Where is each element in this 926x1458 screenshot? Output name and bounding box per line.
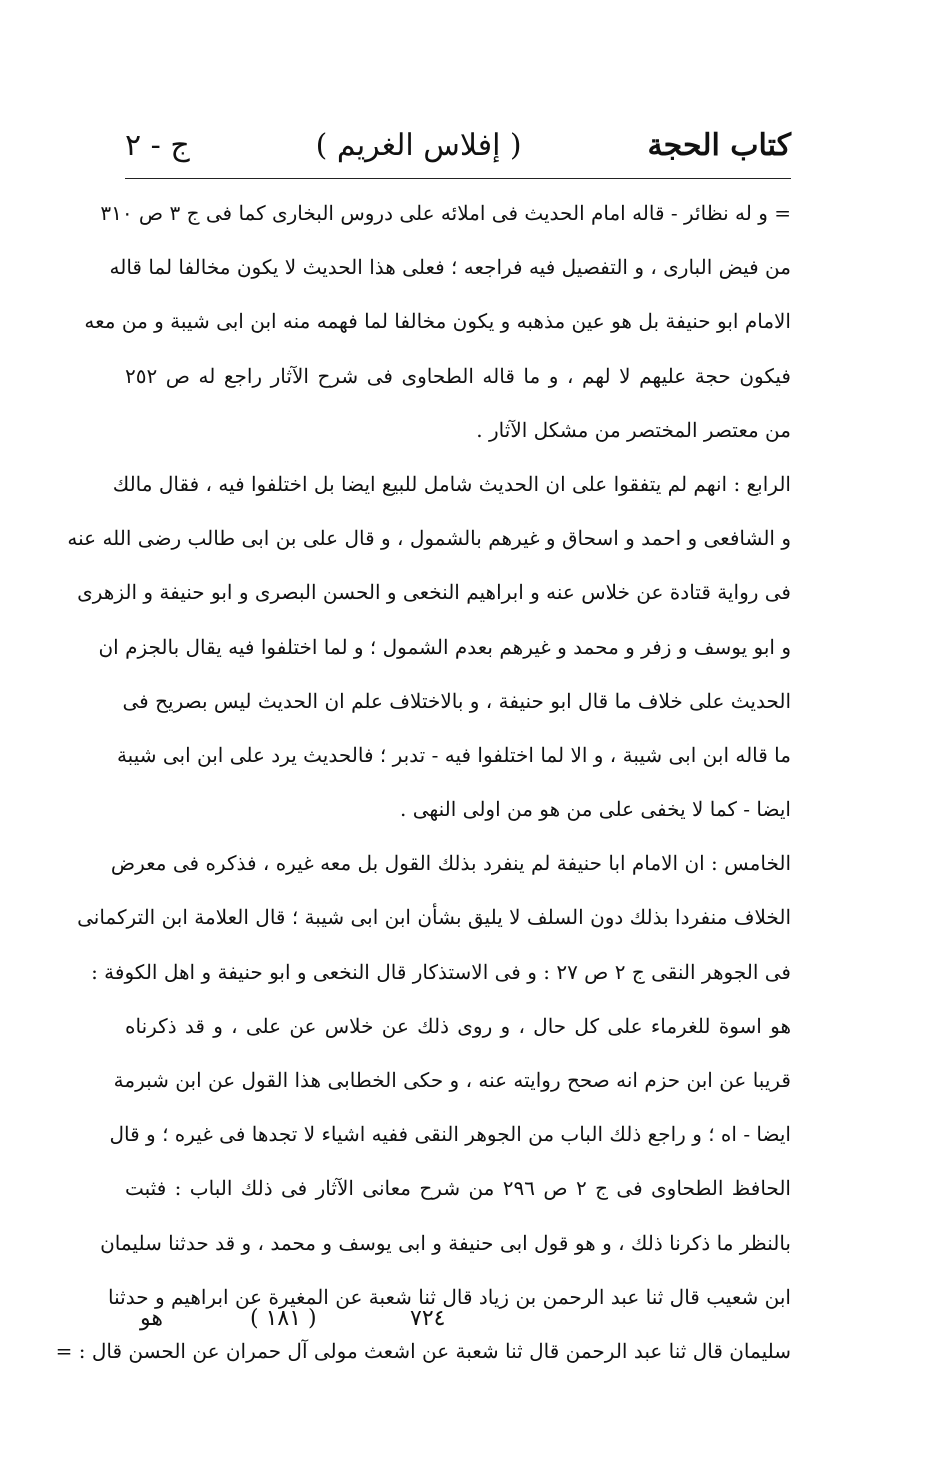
page-number: ( ١٨١ ) bbox=[250, 1306, 317, 1331]
text-line: فيكون حجة عليهم لا لهم ، و ما قاله الطحاوى فى شرح الآثار راجع له ص ٢٥٢ bbox=[125, 363, 791, 388]
sequence-number: ٧٢٤ bbox=[410, 1306, 446, 1331]
text-line: ابن شعيب قال ثنا عبد الرحمن بن زياد قال ثنا شعبة عن المغيرة عن ابراهيم و حدثنا bbox=[108, 1284, 791, 1309]
text-line: الحافظ الطحاوى فى ج ٢ ص ٢٩٦ من شرح معانى الآثار فى ذلك الباب : فثبت bbox=[125, 1176, 791, 1201]
text-line: الخلاف منفردا بذلك دون السلف لا يليق بشأن ابن ابى شيبة ؛ قال العلامة ابن التركمانى bbox=[77, 905, 791, 930]
text-line: ايضا - كما لا يخفى على من هو من اولى النهى . bbox=[400, 797, 791, 822]
catchword: هو bbox=[140, 1306, 163, 1331]
text-line: فى الجوهر النقى ج ٢ ص ٢٧ : و فى الاستذكار قال النخعى و ابو حنيفة و اهل الكوفة : bbox=[91, 959, 791, 984]
text-line: الامام ابو حنيفة بل هو عين مذهبه و يكون مخالفا لما فهمه منه ابن ابى شيبة و من معه bbox=[84, 309, 791, 334]
text-line: بالنظر ما ذكرنا ذلك ، و هو قول ابى حنيفة و ابى يوسف و محمد ، و قد حدثنا سليمان bbox=[100, 1230, 791, 1255]
text-line: سليمان قال ثنا عبد الرحمن قال ثنا شعبة عن اشعث مولى آل حمران عن الحسن قال : = bbox=[55, 1338, 791, 1363]
chapter-title: ( إفلاس الغريم ) bbox=[315, 127, 522, 163]
text-line: ما قاله ابن ابى شيبة ، و الا لما اختلفوا فيه - تدبر ؛ فالحديث يرد على ابن ابى شيبة bbox=[116, 742, 791, 767]
volume-label: ج - ٢ bbox=[125, 127, 190, 163]
text-line: من فيض البارى ، و التفصيل فيه فراجعه ؛ فعلى هذا الحديث لا يكون مخالفا لما قاله bbox=[109, 255, 791, 280]
text-line: = و له نظائر - قاله امام الحديث فى املائه على دروس البخارى كما فى ج ٣ ص ٣١٠ bbox=[100, 201, 791, 225]
text-line: الرابع : انهم لم يتفقوا على ان الحديث شامل للبيع ايضا بل اختلفوا فيه ، فقال مالك bbox=[112, 471, 791, 496]
text-line: هو اسوة للغرماء على كل حال ، و روى ذلك عن خلاس عن على ، و قد ذكرناه bbox=[125, 1013, 791, 1038]
text-line: و ابو يوسف و زفر و محمد و غيرهم بعدم الشمول ؛ و لما اختلفوا فيه يقال بالجزم ان bbox=[98, 634, 791, 659]
text-line: الحديث على خلاف ما قال ابو حنيفة ، و بالاختلاف علم ان الحديث ليس بصريح فى bbox=[122, 688, 791, 713]
book-title: كتاب الحجة bbox=[647, 127, 791, 163]
text-line: من معتصر المختصر من مشكل الآثار . bbox=[476, 417, 791, 442]
text-line: فى رواية قتادة عن خلاس عنه و ابراهيم النخعى و الحسن البصرى و ابو حنيفة و الزهرى bbox=[77, 580, 791, 605]
running-header bbox=[125, 120, 791, 170]
page-footer bbox=[140, 1306, 560, 1346]
text-line: قريبا عن ابن حزم انه صحح روايته عنه ، و حكى الخطابى هذا القول عن ابن شبرمة bbox=[113, 1068, 791, 1092]
header-rule bbox=[125, 178, 791, 179]
text-line: الخامس : ان الامام ابا حنيفة لم ينفرد بذلك القول بل معه غيره ، فذكره فى معرض bbox=[110, 851, 791, 876]
text-line: و الشافعى و احمد و اسحاق و غيرهم بالشمول ، و قال على بن ابى طالب رضى الله عنه bbox=[67, 526, 791, 551]
text-line: ايضا - اه ؛ و راجع ذلك الباب من الجوهر النقى ففيه اشياء لا تجدها فى غيره ؛ و قال bbox=[109, 1122, 791, 1147]
body-text bbox=[55, 186, 791, 1378]
